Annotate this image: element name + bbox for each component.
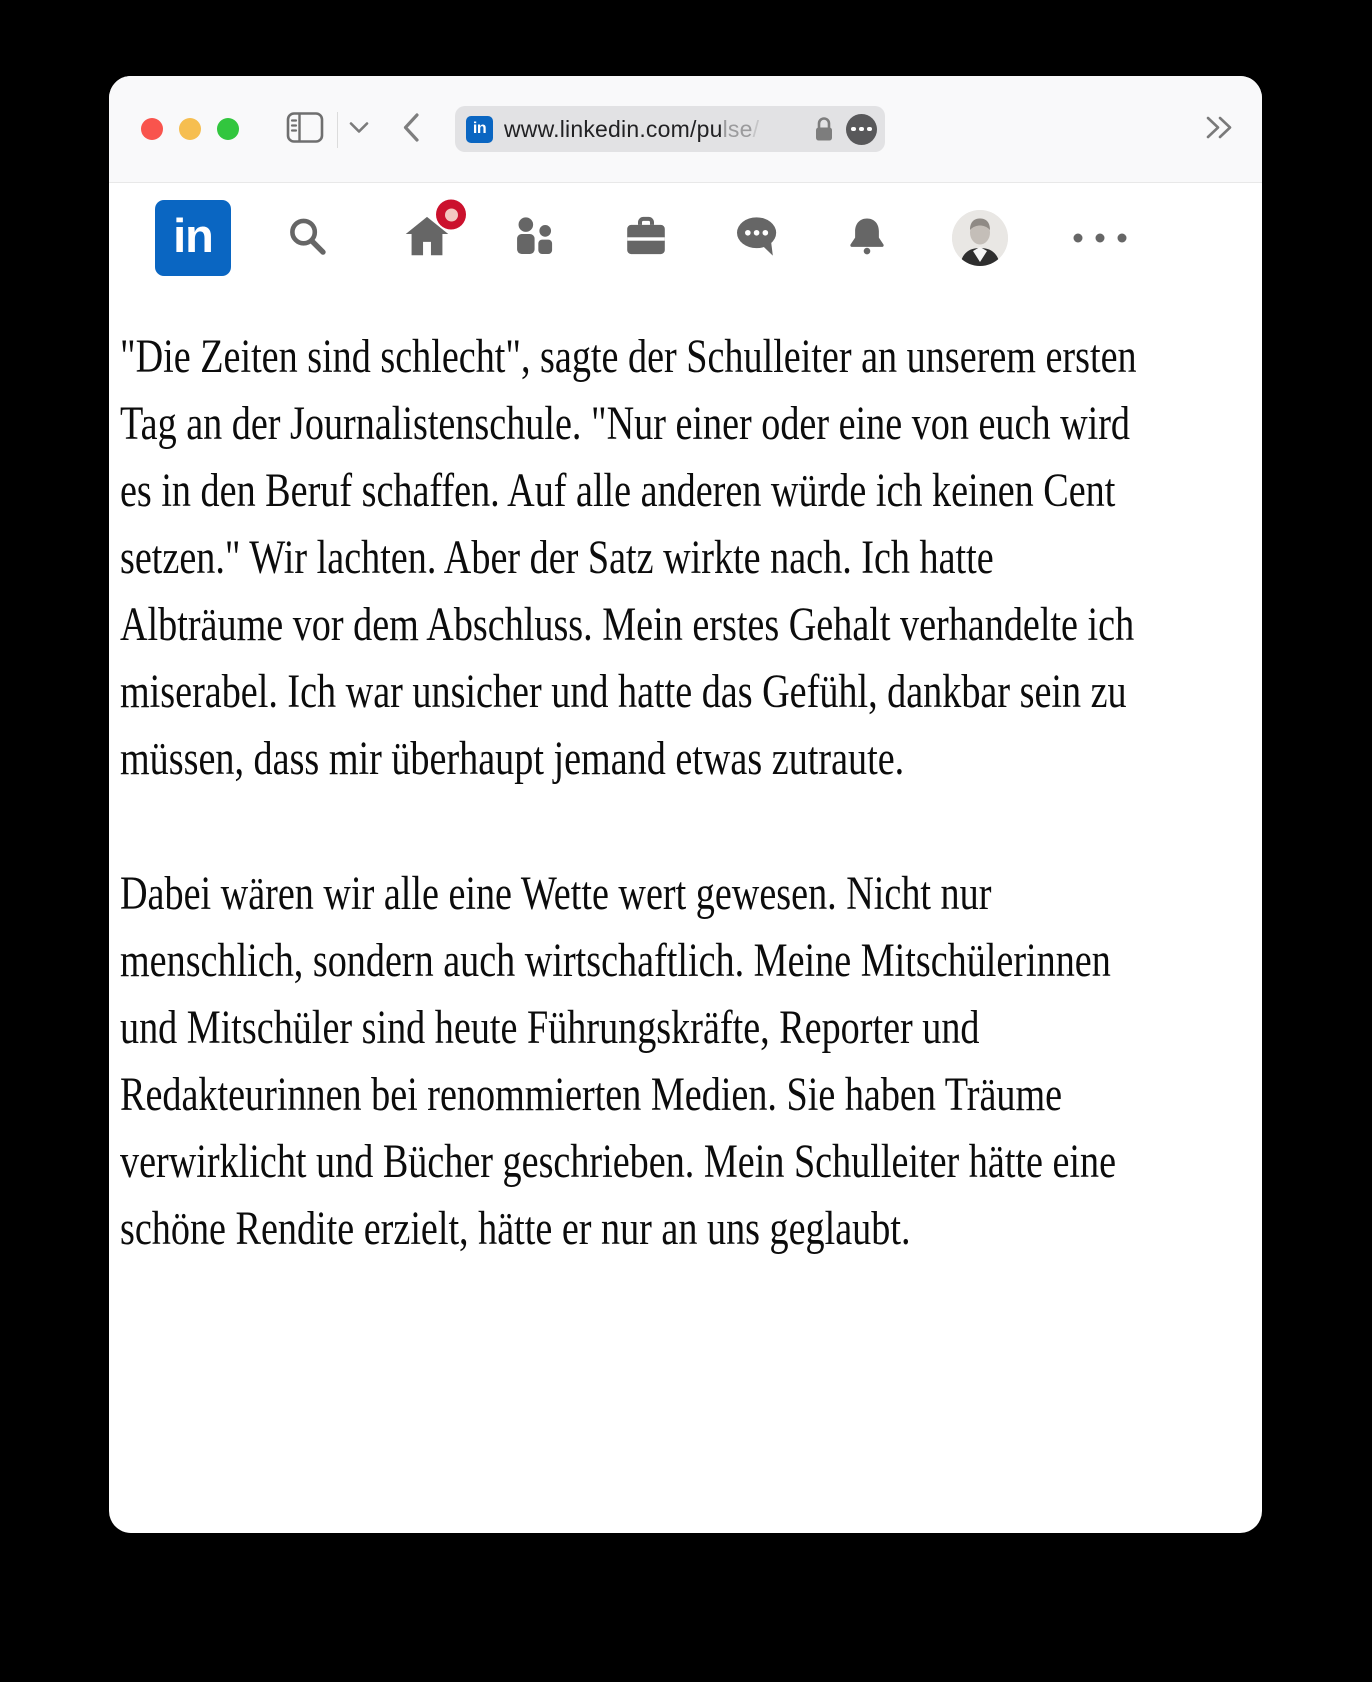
search-icon [283,213,331,264]
nav-profile[interactable] [952,210,1008,266]
notifications-icon [844,214,890,263]
double-chevron-icon [1204,115,1236,144]
url-tail: / [752,115,760,142]
lock-icon [813,115,835,143]
browser-toolbar [109,76,1262,183]
notification-dot-icon [436,200,466,230]
url-main: www.linkedin.com/pu [504,115,723,142]
address-bar[interactable] [455,106,885,152]
browser-window [109,76,1262,1533]
minimize-button[interactable] [179,118,201,140]
back-icon [402,113,420,146]
linkedin-logo[interactable]: in [155,200,231,276]
linkedin-favicon: in [466,116,493,143]
home-icon [402,212,452,265]
article-paragraph: Dabei wären wir alle eine Wette wert gewesen. Nicht nur menschlich, sondern auch wirtschaftlich. Meine Mitschülerinnen und Mitschüler sind heute Führungskräfte, Reporter und Redakteurinnen bei renommierten Medien. Sie haben Träume verwirklicht und Bücher geschrieben. Mein Schulleiter hätte eine schöne Rendite erzielt, hätte er nur an uns geglaubt. [120,867,1117,1255]
back-button[interactable] [402,113,420,146]
jobs-icon [622,213,670,264]
chevron-down-icon [349,121,369,137]
url-text [504,116,802,143]
window-controls [141,118,239,140]
url-fade: lse [722,115,753,142]
page-options-badge[interactable] [846,114,877,145]
avatar [952,210,1008,266]
toolbar-divider [337,112,338,148]
article-body [109,293,1262,1262]
ellipsis-icon [851,127,872,132]
messaging-icon [732,212,782,265]
sidebar-toggle-button[interactable] [286,112,324,147]
nav-more[interactable] [1074,234,1127,243]
nav-notifications[interactable] [844,214,890,263]
nav-jobs[interactable] [622,213,670,264]
nav-home[interactable] [402,212,452,265]
linkedin-navbar [109,183,1262,293]
nav-search[interactable] [283,213,331,264]
nav-messaging[interactable] [732,212,782,265]
toolbar-overflow-button[interactable] [1204,115,1236,144]
my-network-icon [510,212,560,265]
more-icon [1074,234,1127,243]
zoom-button[interactable] [217,118,239,140]
tab-group-chevron-button[interactable] [349,121,369,137]
close-button[interactable] [141,118,163,140]
nav-my-network[interactable] [510,212,560,265]
article-paragraph: "Die Zeiten sind schlecht", sagte der Schulleiter an unserem ersten Tag an der Journalistenschule. "Nur einer oder eine von euch wird es in den Beruf schaffen. Auf alle anderen würde ich keinen Cent setzen." Wir lachten. Aber der Satz wirkte nach. Ich hatte Albträume vor dem Abschluss. Mein erstes Gehalt verhandelte ich miserabel. Ich war unsicher und hatte das Gefühl, dankbar sein zu müssen, dass mir überhaupt jemand etwas zutraute. [120,330,1137,785]
sidebar-icon [286,112,324,147]
